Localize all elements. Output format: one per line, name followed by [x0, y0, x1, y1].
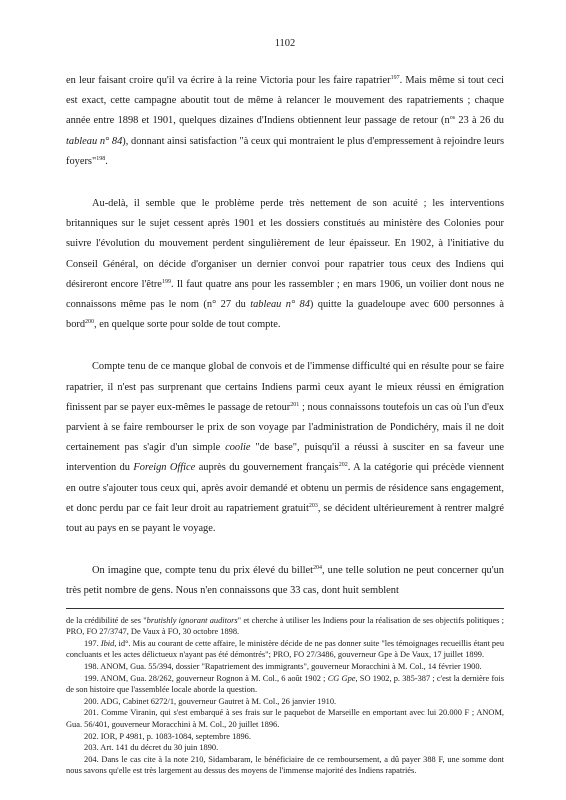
text-run: auprès du gouvernement français [195, 462, 339, 474]
italic-text: Foreign Office [133, 462, 196, 474]
text-run: 198. ANOM, Gua. 55/394, dossier "Rapatriement des immigrants", gouverneur Moracchini à M. Col., 14 février 1900. [84, 662, 482, 672]
text-run: 204. Dans le cas cite à la note 210, Sidambaram, le bénéficiaire de ce remboursement, a dû payer 388 F, une somme dont nous savons qu'elle est très largement au dessus des moyens de l'immense majorité des Indiens rapatriés. [66, 754, 504, 776]
text-run: ; nous connaissons toutefois un cas où l'un d'eux parvient à se faire rembourser le prix de son voyage par l'administration de Pondichéry, mais il ne doit certainement pas s'agir d'un simple [66, 401, 505, 454]
text-run: . [105, 155, 108, 167]
body-text [66, 71, 504, 602]
footnote [66, 696, 504, 708]
text-run: ), donnant ainsi satisfaction "à ceux qui montraient le plus d'empressement à rejoindre leurs foyers" [66, 135, 504, 167]
footnote [66, 707, 504, 730]
italic-text: brutishly ignorant auditors [146, 615, 238, 625]
text-run: 199. ANOM, Gua. 28/262, gouverneur Rognon à M. Col., 6 août 1902 ; [84, 673, 328, 683]
footnote [66, 742, 504, 754]
text-run: " et cherche à utiliser les Indiens pour la réalisation de ses objectifs politiques ; PRO, FO 27/3747, De Vaux à FO, 30 octobre 1898. [66, 615, 504, 637]
text-run: , id°. Mis au courant de cette affaire, le ministère décide de ne pas donner suite "les témoignages recueillis étant peu concluants et les actes délictueux n'ayant pas été démontrés"; PRO, FO 27/3486, gouverneur Gpe à De Vaux, 17 juillet 1899. [66, 638, 505, 660]
text-run: , une telle solution ne peut concerner qu'un très petit nombre de gens. Nous n'en connaissons que 33 cas, dont huit semblent [66, 565, 504, 597]
footnote-ref: 203 [308, 502, 318, 509]
footnote-ref: 202 [338, 462, 348, 469]
footnote-ref: 197 [390, 75, 400, 81]
text-run: ) quitte la guadeloupe avec 600 personnes à bord [66, 299, 504, 331]
footnote-ref: 198 [96, 155, 106, 162]
paragraph [66, 561, 504, 601]
text-run: Au-delà, il semble que le problème perde très nettement de son acuité ; les interventions britanniques sur le sujet cessent après 1901 et les dossiers constitués au ministère des Colonies pour suivre l'évolution du mouvement perdent singulièrement de leur épaisseur. En 1902, à l'initiative du Conseil Général, on décide d'organiser un dernier convoi pour rapatrier tous ceux des Indiens qui désireront encore l'être [66, 198, 504, 290]
footnote [66, 638, 504, 661]
page [66, 38, 504, 777]
footnote-ref: 200 [85, 319, 95, 326]
text-run: 202. IOR, P 4981, p. 1083-1084, septembre 1896. [84, 731, 251, 741]
text-run: "de base", puisqu'il a réussi à susciter en sa faveur une intervention du [66, 442, 504, 474]
footnote-separator [66, 608, 504, 609]
footnote-ref: os [449, 115, 456, 122]
text-run: de la crédibilité de ses " [66, 615, 147, 625]
text-run: Compte tenu de ce manque global de convois et de l'immense difficulté qui en résulte pour se faire rapatrier, il n'est pas surprenant que certains Indiens parmi ceux ayant le mieux réussi en émigration finissent par se payer eux-mêmes le passage de retour [66, 361, 504, 413]
footnote [66, 754, 504, 777]
text-run: en leur faisant croire qu'il va écrire à la reine Victoria pour les faire rapatrier [66, 75, 391, 86]
footnote [66, 673, 504, 696]
text-run: 200. ADG, Cabinet 6272/1, gouverneur Gautret à M. Col., 26 janvier 1910. [84, 696, 337, 706]
footnote-ref: 201 [290, 401, 300, 408]
text-run: . Il faut quatre ans pour les rassembler ; en mars 1906, un voilier dont nous ne connaissons même pas le nom (n° 27 du [66, 278, 505, 311]
footnote-ref: 204 [312, 565, 322, 572]
italic-text: coolie [225, 442, 251, 454]
italic-text: Ibid [100, 638, 115, 648]
text-run: , en quelque sorte pour solde de tout compte. [94, 319, 281, 331]
italic-text: CG Gpe [327, 673, 356, 683]
paragraph [66, 71, 504, 172]
text-run: . Mais même si tout ceci est exact, cette campagne aboutit tout de même à relancer le mouvement des rapatriements ; chaque année entre 1898 et 1901, quelques dizaines d'Indiens obtiennent leur passage de retour (n [66, 75, 504, 127]
footnotes [66, 615, 504, 777]
text-run: 201. Comme Viranin, qui s'est embarqué à ses frais sur le paquebot de Marseille en emportant avec lui 20.000 F ; ANOM, Gua. 56/401, gouverneur Moracchini à M. Col., 20 juillet 1896. [66, 708, 504, 730]
text-run: . A la catégorie qui précède viennent en outre s'ajouter tous ceux qui, après avoir demandé et obtenu un permis de résidence sans engagement, et donc perdu par ce fait leur droit au rapatriement gratuit [66, 462, 505, 514]
text-run: 197. [84, 638, 101, 648]
paragraph [66, 357, 504, 539]
footnote [66, 661, 504, 673]
footnote-continuation [66, 615, 504, 638]
italic-text: tableau n° 84 [250, 299, 310, 311]
text-run: On imagine que, compte tenu du prix élevé du billet [92, 565, 313, 577]
text-run: , SO 1902, p. 385-387 ; c'est la dernière fois de son histoire que l'assemblée locale aborde la question. [66, 673, 505, 695]
footnote [66, 731, 504, 743]
text-run: 203. Art. 141 du décret du 30 juin 1890. [84, 743, 219, 753]
footnote-ref: 199 [161, 278, 171, 285]
italic-text: tableau n° 84 [66, 135, 123, 147]
paragraph [66, 194, 504, 335]
text-run: , se décident ultérieurement à rentrer malgré tout au pays en se payant le voyage. [66, 502, 504, 535]
text-run: 23 à 26 du [455, 115, 504, 127]
page-number: 1102 [274, 38, 296, 49]
